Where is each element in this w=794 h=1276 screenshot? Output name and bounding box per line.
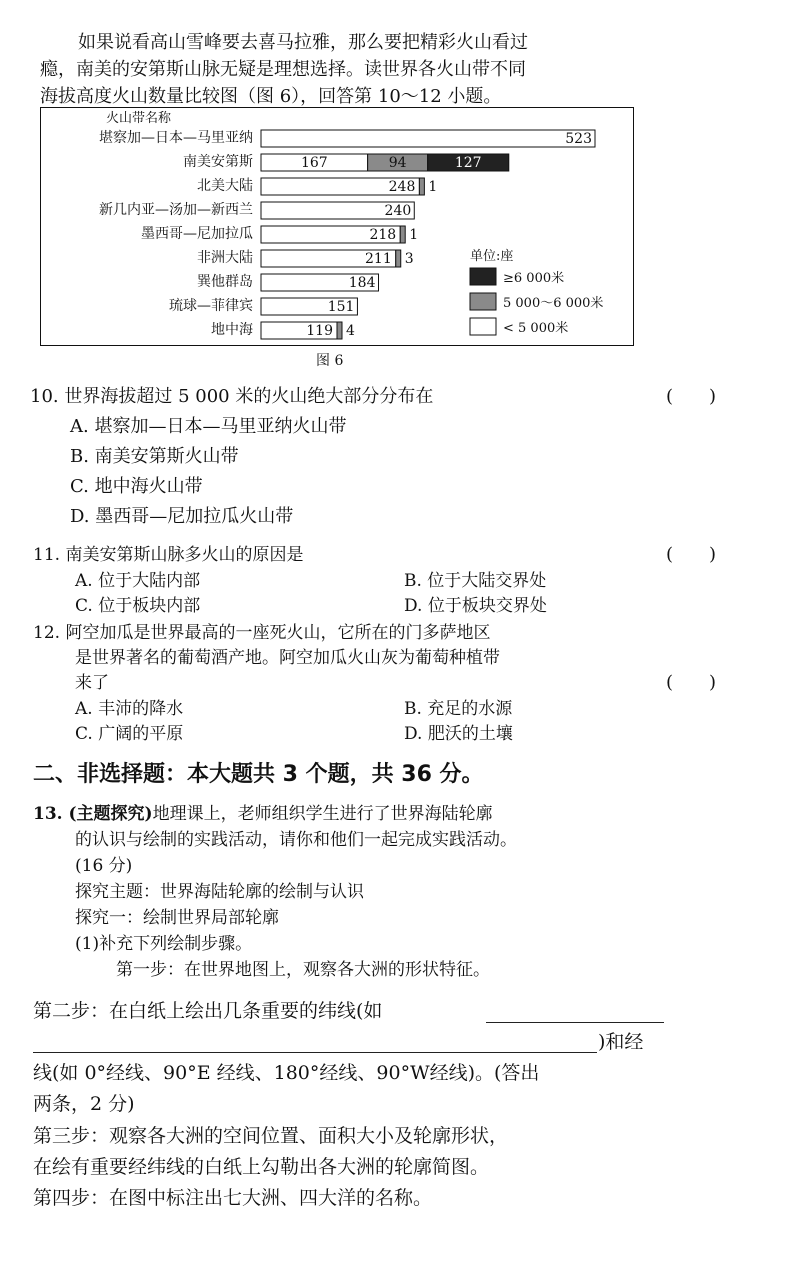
chart-category-label: 堪察加—日本—马里亚纳 [99, 130, 253, 146]
q13-step-2-line-4: 两条，2 分) [33, 1093, 135, 1115]
chart-data-label: 248 [388, 179, 416, 195]
chart-data-label: 1 [409, 227, 419, 243]
chart-category-label: 地中海 [211, 322, 253, 338]
section-2-heading: 二、非选择题：本大题共 3 个题，共 36 分。 [33, 762, 484, 787]
q13-step-1: 第一步：在世界地图上，观察各大洲的形状特征。 [116, 960, 490, 980]
q13-score: (16 分) [75, 856, 133, 876]
q13-line-1 [33, 799, 493, 824]
q13-part-1: 探究一：绘制世界局部轮廓 [75, 908, 279, 928]
chart-category-label: 巽他群岛 [197, 274, 253, 290]
chart-data-label: 119 [306, 323, 333, 339]
q11-stem: 11. 南美安第斯山脉多火山的原因是 [33, 545, 304, 565]
q13-step-3-line-2: 在绘有重要经纬线的白纸上勾勒出各大洲的轮廓简图。 [33, 1156, 490, 1178]
chart-data-label: 523 [565, 131, 592, 147]
chart-legend-label: ≥6 000米 [503, 271, 565, 286]
q12-stem-line-3: 来了 [75, 673, 109, 693]
chart-data-label: 127 [454, 155, 482, 171]
q13-step-2-line-2: )和经 [598, 1031, 644, 1053]
chart-bar-segment [419, 178, 424, 195]
q10-option-a[interactable]: A. 堪察加—日本—马里亚纳火山带 [70, 416, 347, 437]
q13-step-4: 第四步：在图中标注出七大洲、四大洋的名称。 [33, 1187, 433, 1209]
chart-legend-label: < 5 000米 [503, 321, 569, 336]
chart-category-label: 南美安第斯 [183, 154, 253, 170]
q12-stem-line-2: 是世界著名的葡萄酒产地。阿空加瓜火山灰为葡萄种植带 [75, 648, 500, 668]
q12-option-c[interactable]: C. 广阔的平原 [75, 724, 184, 744]
chart-data-label: 167 [300, 155, 328, 171]
figure-caption: 图 6 [316, 353, 344, 369]
q12-option-a[interactable]: A. 丰沛的降水 [75, 699, 184, 719]
chart-data-label: 184 [348, 275, 376, 291]
q10-option-b[interactable]: B. 南美安第斯火山带 [70, 446, 239, 467]
q11-option-a[interactable]: A. 位于大陆内部 [75, 571, 201, 591]
chart-data-label: 3 [404, 251, 414, 267]
chart-legend-label: 5 000～6 000米 [503, 296, 604, 311]
chart-data-label: 151 [327, 299, 355, 315]
q13-answer-blank-1[interactable] [486, 1022, 664, 1023]
q11-option-c[interactable]: C. 位于板块内部 [75, 596, 201, 616]
chart-bar-segment [400, 226, 405, 243]
chart-legend-swatch [470, 318, 496, 335]
chart-data-label: 240 [384, 203, 412, 219]
q13-tag: 13. (主题探究) [33, 804, 153, 824]
chart-category-header: 火山带名称 [106, 111, 172, 126]
q10-option-d[interactable]: D. 墨西哥—尼加拉瓜火山带 [70, 506, 294, 527]
q10-stem: 10. 世界海拔超过 5 000 米的火山绝大部分分布在 [30, 386, 434, 407]
q13-sub-1: (1)补充下列绘制步骤。 [75, 934, 253, 954]
q10-option-c[interactable]: C. 地中海火山带 [70, 476, 203, 497]
chart-category-label: 墨西哥—尼加拉瓜 [141, 226, 253, 242]
intro-line-2: 瘾，南美的安第斯山脉无疑是理想选择。读世界各火山带不同 [40, 59, 526, 80]
q12-answer-paren[interactable]: ( ) [666, 672, 717, 693]
q13-line-2: 的认识与绘制的实践活动，请你和他们一起完成实践活动。 [75, 830, 517, 850]
chart-unit-label: 单位:座 [470, 249, 514, 264]
intro-line-1: 如果说看高山雪峰要去喜马拉雅，那么要把精彩火山看过 [78, 32, 528, 53]
chart-category-label: 非洲大陆 [197, 250, 253, 266]
chart-legend-swatch [470, 293, 496, 310]
q13-answer-blank-2[interactable] [33, 1052, 597, 1053]
chart-category-label: 琉球—菲律宾 [169, 298, 253, 314]
chart-category-label: 新几内亚—汤加—新西兰 [99, 202, 253, 218]
q11-option-d[interactable]: D. 位于板块交界处 [404, 596, 547, 616]
chart-bar-segment [396, 250, 401, 267]
q13-theme: 探究主题：世界海陆轮廓的绘制与认识 [75, 882, 364, 902]
chart-data-label: 4 [345, 323, 355, 339]
chart-data-label: 1 [428, 179, 438, 195]
q13-line-1-text: 地理课上，老师组织学生进行了世界海陆轮廓 [152, 804, 493, 824]
intro-line-3: 海拔高度火山数量比较图（图 6），回答第 10～12 小题。 [40, 86, 502, 107]
q13-step-2-line-1: 第二步：在白纸上绘出几条重要的纬线(如 [33, 1000, 383, 1022]
chart-data-label: 218 [369, 227, 397, 243]
chart-bar-segment [337, 322, 342, 339]
chart-legend-swatch [470, 268, 496, 285]
chart-category-label: 北美大陆 [197, 178, 253, 194]
q12-option-d[interactable]: D. 肥沃的土壤 [404, 724, 513, 744]
q13-step-2-line-3: 线(如 0°经线、90°E 经线、180°经线、90°W经线)。(答出 [33, 1062, 540, 1084]
chart-data-label: 211 [365, 251, 392, 267]
volcano-bar-chart [40, 107, 634, 346]
q11-answer-paren[interactable]: ( ) [666, 544, 717, 565]
q11-option-b[interactable]: B. 位于大陆交界处 [404, 571, 547, 591]
q10-answer-paren[interactable]: ( ) [666, 386, 717, 407]
q12-option-b[interactable]: B. 充足的水源 [404, 699, 513, 719]
chart-data-label: 94 [388, 155, 407, 171]
chart-bar-segment [261, 130, 595, 147]
q13-step-3-line-1: 第三步：观察各大洲的空间位置、面积大小及轮廓形状， [33, 1125, 509, 1147]
chart-svg [41, 108, 633, 345]
q12-stem-line-1: 12. 阿空加瓜是世界最高的一座死火山，它所在的门多萨地区 [33, 623, 491, 643]
